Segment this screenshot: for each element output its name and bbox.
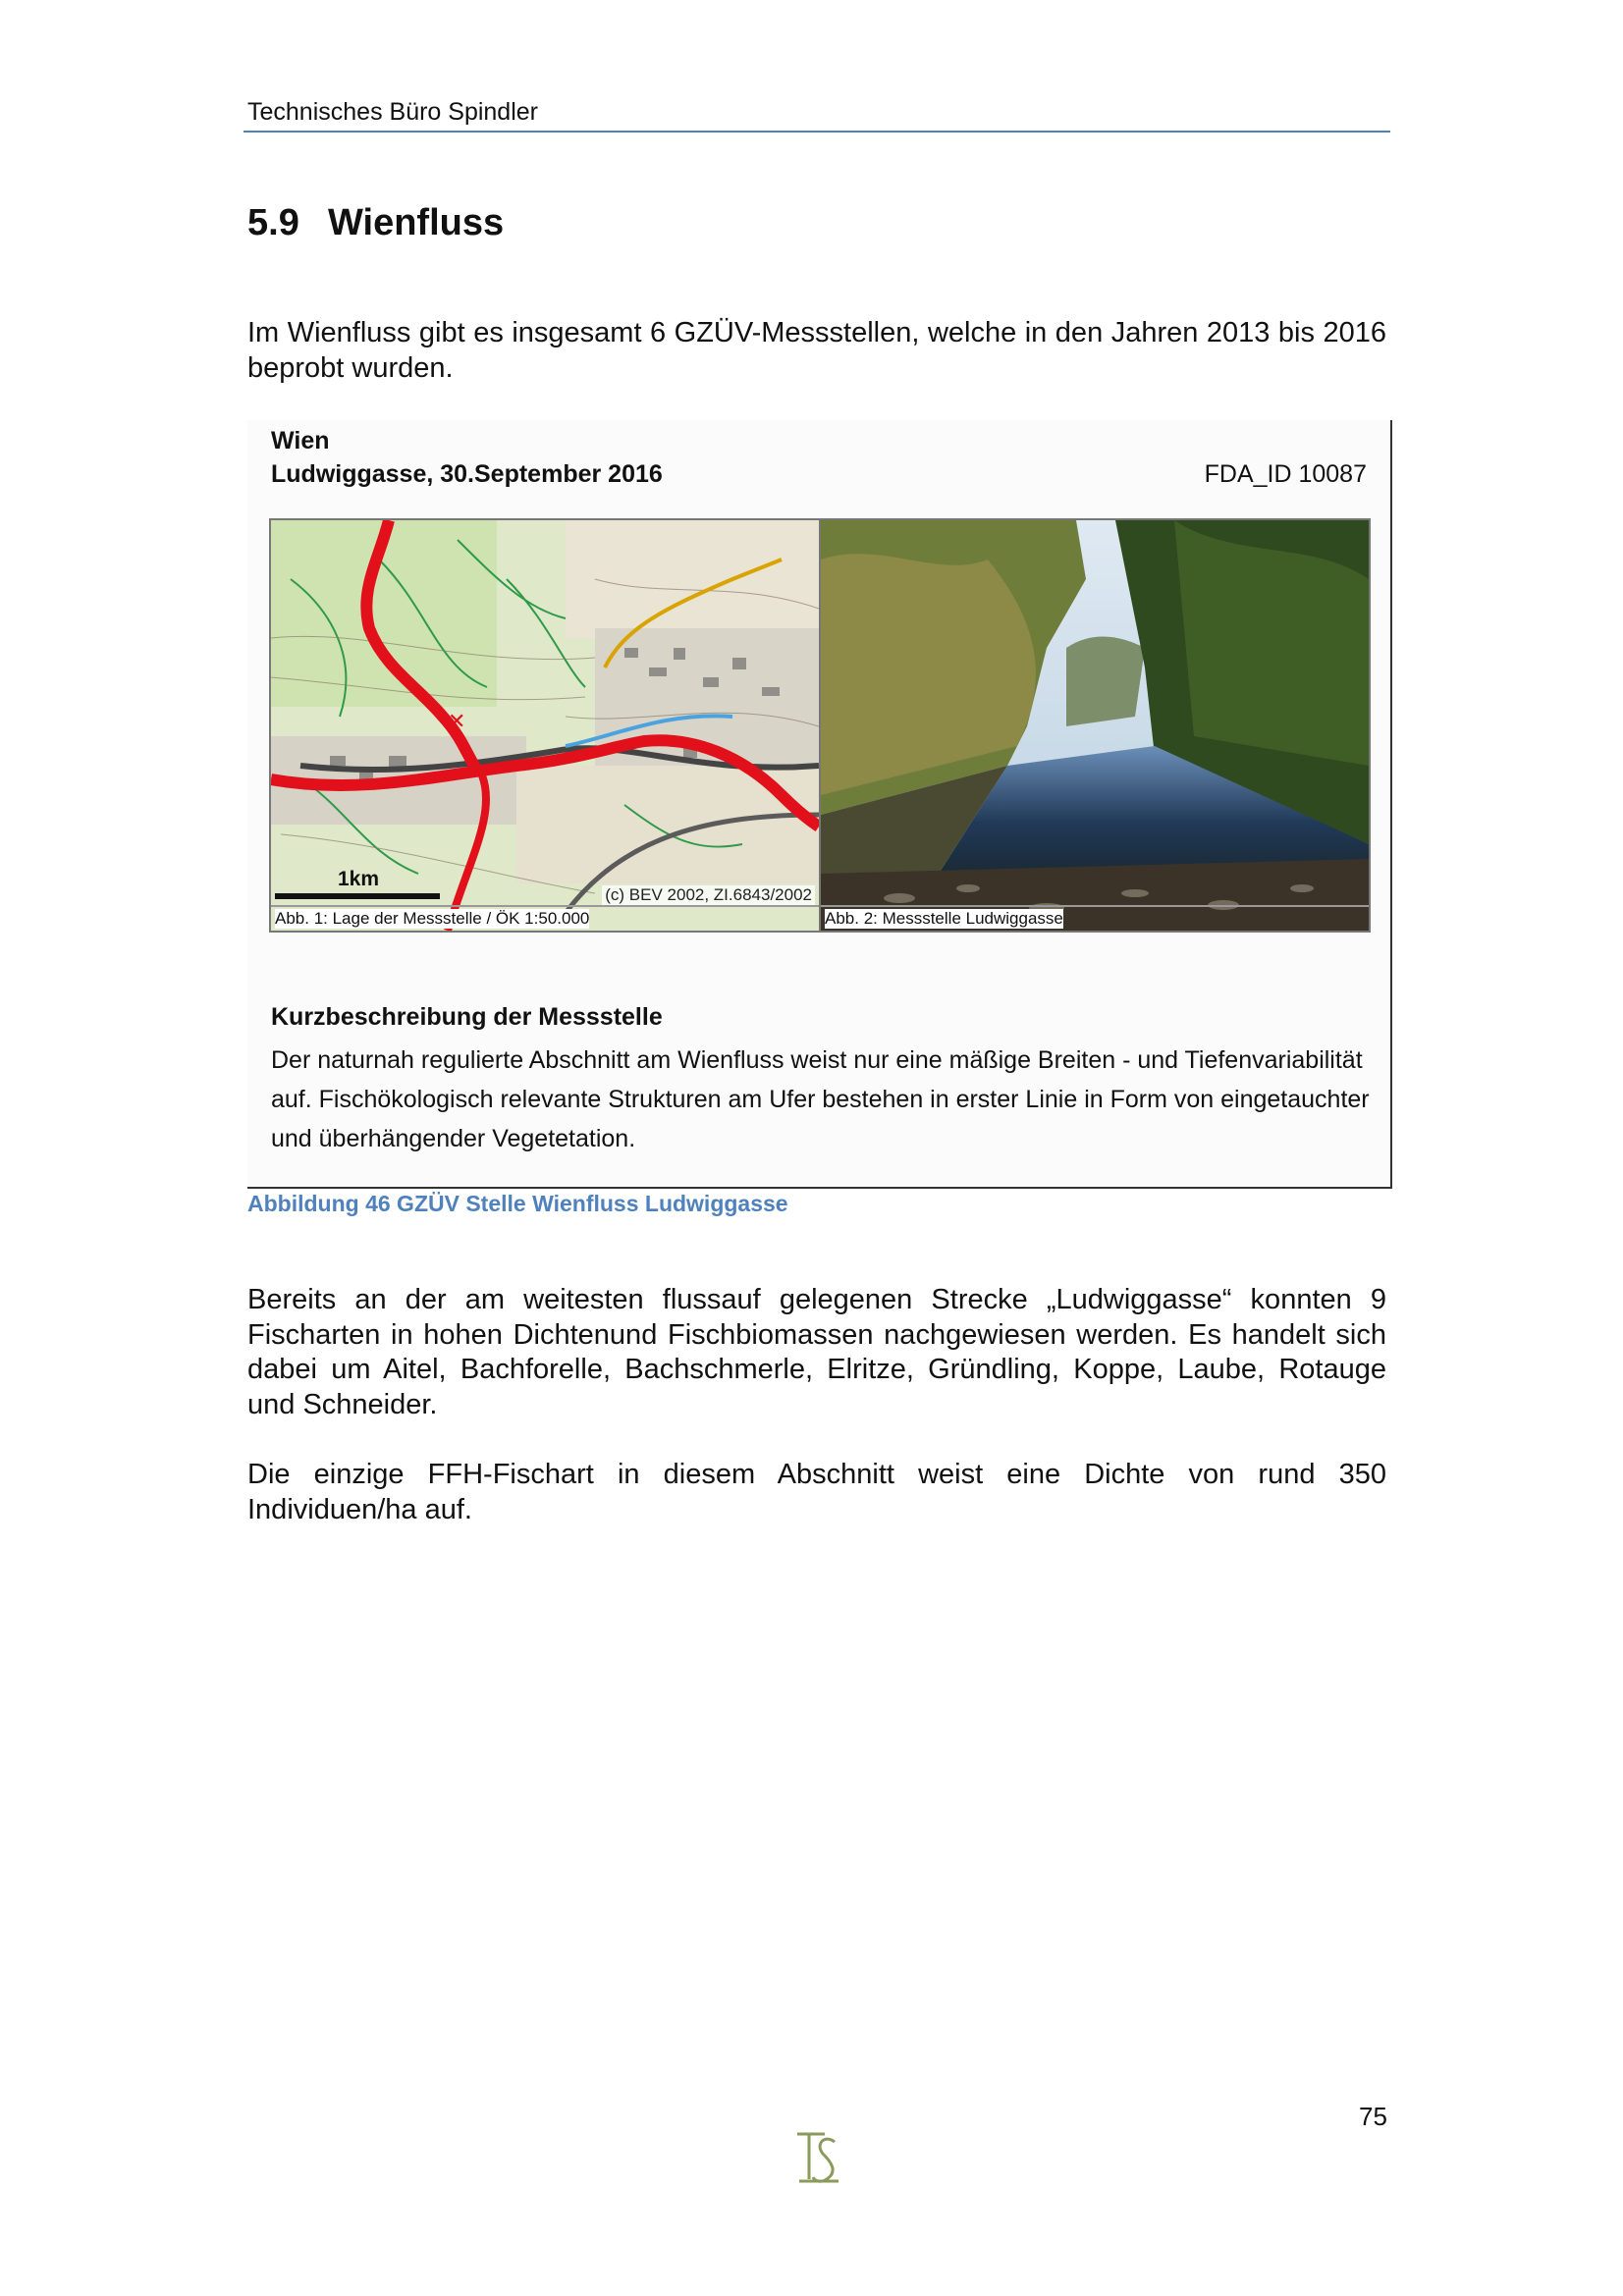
figure-panels	[269, 518, 1371, 933]
section-title: Wienfluss	[328, 202, 505, 243]
map-caption: Abb. 1: Lage der Messstelle / ÖK 1:50.000	[275, 909, 590, 928]
intro-paragraph: Im Wienfluss gibt es insgesamt 6 GZÜV-Messstellen, welche in den Jahren 2013 bis 2016 beprobt wurden.	[247, 317, 1386, 384]
river-photo-image	[821, 520, 1369, 931]
fda-id: FDA_ID 10087	[1204, 460, 1367, 488]
page-number: 75	[1359, 2102, 1387, 2131]
map-credit: (c) BEV 2002, ZI.6843/2002	[602, 885, 815, 905]
figure-site-date: Ludwiggasse, 30.September 2016	[271, 460, 663, 488]
map-scale-label: 1km	[338, 868, 380, 890]
figure-caption: Abbildung 46 GZÜV Stelle Wienfluss Ludwiggasse	[247, 1191, 788, 1216]
header-divider	[243, 131, 1390, 133]
photo-caption: Abb. 2: Messstelle Ludwiggasse	[825, 909, 1063, 928]
figure-location: Wien	[271, 427, 330, 454]
measurement-site-figure	[247, 420, 1392, 1189]
map-scale-bar	[275, 893, 440, 899]
header-title: Technisches Büro Spindler	[247, 98, 538, 126]
site-photo	[821, 520, 1369, 931]
site-map	[271, 520, 821, 931]
ts-logo-icon	[795, 2130, 842, 2190]
paragraph-ffh-species: Die einzige FFH-Fischart in diesem Abschnitt weist eine Dichte von rund 350 Individuen/ha auf.	[247, 1459, 1386, 1525]
description-text: Der naturnah regulierte Abschnitt am Wienfluss weist nur eine mäßige Breiten - und Tiefenvariabilität auf. Fischökologisch relevante Strukturen am Ufer bestehen in erster Linie in Form von eingetauchter und überhängender Vegetetation.	[271, 1046, 1370, 1152]
caption-divider	[821, 905, 1369, 907]
description-heading: Kurzbeschreibung der Messstelle	[271, 1003, 663, 1031]
svg-text:✕: ✕	[448, 709, 466, 733]
figure-title	[271, 424, 663, 491]
section-heading	[247, 202, 504, 244]
section-number: 5.9	[247, 202, 299, 243]
paragraph-fish-species: Bereits an der am weitesten flussauf gelegenen Strecke „Ludwiggasse“ konnten 9 Fischarten in hohen Dichtenund Fischbiomassen nachgewiesen werden. Es handelt sich dabei um Aitel, Bachforelle, Bachschmerle, Elritze, Gründling, Koppe, Laube, Rotauge und Schneider.	[247, 1284, 1386, 1420]
caption-divider	[271, 905, 819, 907]
